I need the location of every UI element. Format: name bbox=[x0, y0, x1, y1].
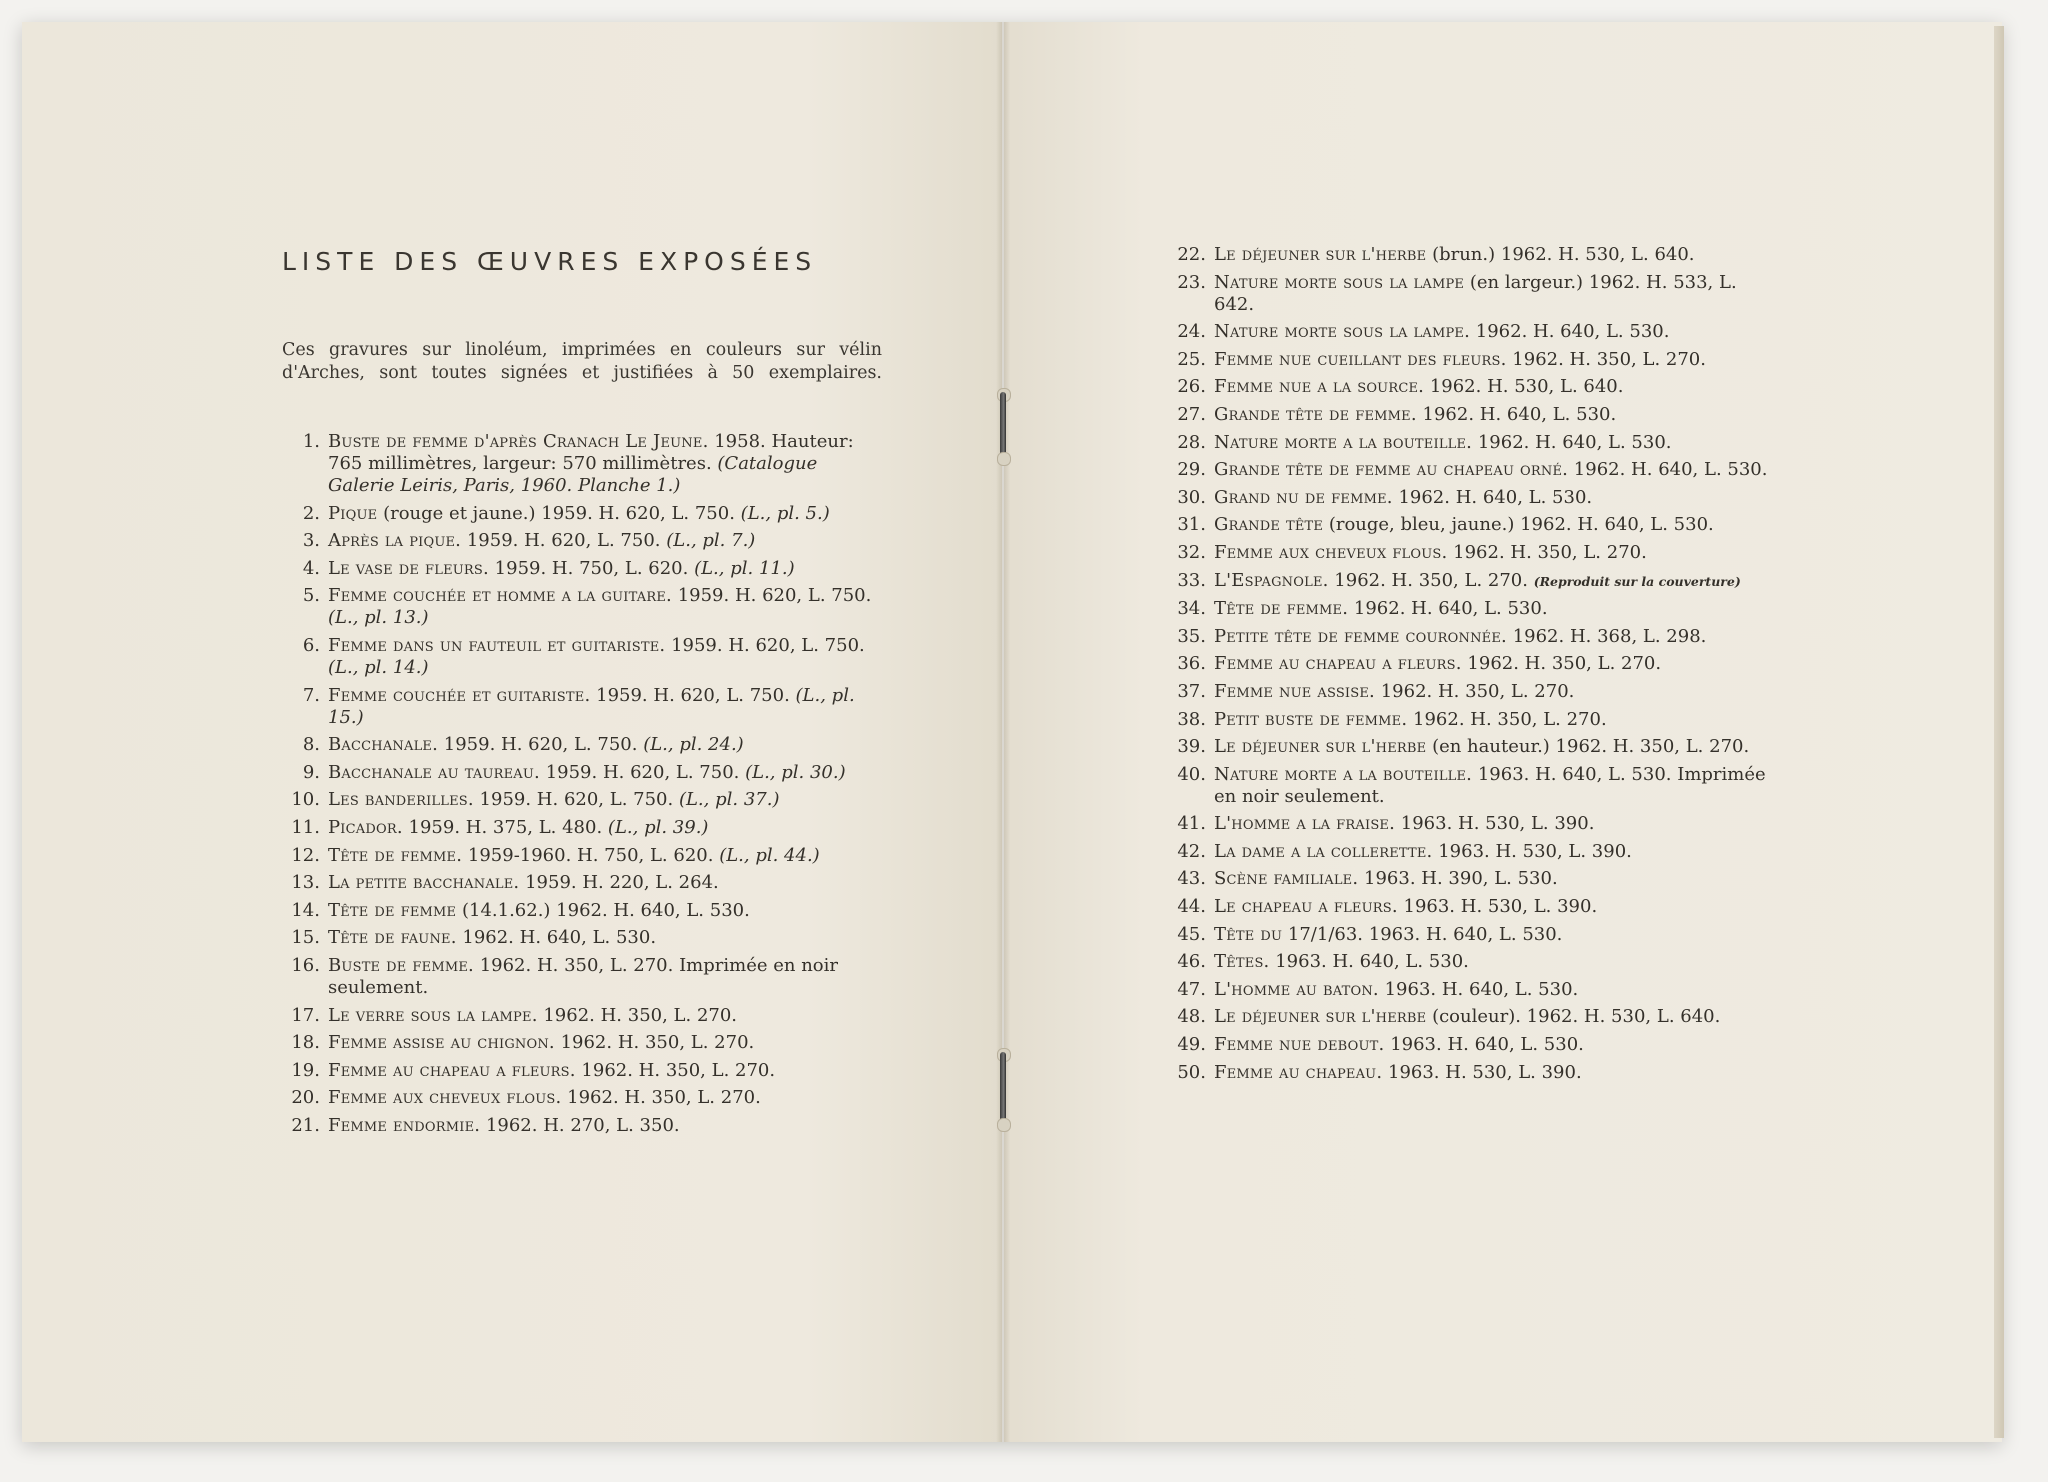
work-title: Tête de femme. bbox=[1214, 598, 1349, 620]
work-entry bbox=[278, 817, 882, 839]
work-title: Le chapeau a fleurs. bbox=[1214, 896, 1398, 918]
work-title: L'Espagnole. bbox=[1214, 569, 1329, 591]
entry-number: 38. bbox=[1177, 708, 1206, 730]
work-details: 1962. H. 350, L. 270. bbox=[560, 1032, 755, 1054]
work-entry bbox=[1164, 736, 1782, 758]
work-title: L'homme a la fraise. bbox=[1214, 813, 1396, 835]
work-details: 1962. H. 368, L. 298. bbox=[1512, 625, 1707, 647]
work-title: Buste de femme. bbox=[328, 954, 474, 976]
work-title: Femme aux cheveux flous. bbox=[328, 1087, 562, 1109]
catalogue-reference: (L., pl. 7.) bbox=[666, 530, 756, 552]
work-entry bbox=[1164, 951, 1782, 973]
work-entry bbox=[1164, 542, 1782, 564]
entry-text bbox=[1214, 487, 1782, 509]
work-entry bbox=[1164, 598, 1782, 620]
entry-number: 18. bbox=[291, 1032, 320, 1054]
entry-number: 40. bbox=[1177, 763, 1206, 785]
work-details: (en largeur.) 1962. H. 533, L. 642. bbox=[1214, 271, 1737, 315]
entry-text bbox=[1214, 653, 1782, 675]
entry-text bbox=[328, 734, 882, 756]
work-entry bbox=[1164, 896, 1782, 918]
entry-text bbox=[1214, 1006, 1782, 1028]
entry-number: 50. bbox=[1177, 1061, 1206, 1083]
entry-text bbox=[328, 635, 882, 679]
entry-text bbox=[1214, 979, 1782, 1001]
work-entry bbox=[1164, 1062, 1782, 1084]
work-details: 1959. H. 620, L. 750. bbox=[671, 634, 865, 656]
work-title: Bacchanale au taureau. bbox=[328, 761, 540, 783]
staple-bottom bbox=[1000, 1052, 1006, 1122]
work-entry bbox=[1164, 924, 1782, 946]
work-details: (brun.) 1962. H. 530, L. 640. bbox=[1432, 244, 1695, 265]
work-entry bbox=[1164, 653, 1782, 675]
work-details: 1959. H. 620, L. 750. bbox=[443, 734, 638, 756]
entry-text bbox=[328, 789, 882, 811]
work-entry bbox=[278, 503, 882, 525]
work-details: (14.1.62.) 1962. H. 640, L. 530. bbox=[461, 899, 750, 921]
entry-text bbox=[1214, 1034, 1782, 1056]
entry-number: 46. bbox=[1177, 951, 1206, 973]
work-title: Le verre sous la lampe. bbox=[328, 1004, 538, 1026]
catalogue-reference: (L., pl. 30.) bbox=[745, 761, 846, 783]
entry-text bbox=[1214, 598, 1782, 620]
work-title: Buste de femme d'après Cranach Le Jeune. bbox=[328, 431, 709, 452]
work-title: Scène familiale. bbox=[1214, 868, 1359, 890]
work-title: Nature morte a la bouteille. bbox=[1214, 431, 1473, 453]
work-details: 1962. H. 350, L. 270. bbox=[1453, 541, 1647, 563]
spine-gutter bbox=[996, 22, 1010, 1442]
entry-number: 5. bbox=[302, 585, 320, 607]
entry-text bbox=[1214, 841, 1782, 863]
entry-number: 32. bbox=[1177, 541, 1206, 563]
entry-text bbox=[1214, 376, 1782, 398]
work-title: Grande tête bbox=[1214, 514, 1324, 536]
work-title: Femme nue a la source. bbox=[1214, 376, 1425, 398]
entry-text bbox=[328, 431, 882, 497]
work-entry bbox=[1164, 432, 1782, 454]
entry-number: 31. bbox=[1177, 514, 1206, 536]
work-entry bbox=[1164, 764, 1782, 808]
catalogue-reference: (L., pl. 5.) bbox=[740, 502, 830, 524]
catalogue-reference: (Catalogue Galerie Leiris, Paris, 1960. Planche 1.) bbox=[328, 453, 818, 496]
catalogue-reference: (L., pl. 11.) bbox=[694, 557, 795, 579]
work-title: Nature morte sous la lampe. bbox=[1214, 321, 1471, 343]
work-entry bbox=[278, 1005, 882, 1027]
work-details: 1962. H. 350, L. 270. bbox=[543, 1004, 738, 1026]
work-details: 1962. H. 530, L. 640. bbox=[1429, 376, 1624, 398]
work-title: Têtes. bbox=[1214, 951, 1270, 973]
entry-text bbox=[1214, 1062, 1782, 1084]
work-title: Grande tête de femme. bbox=[1214, 403, 1417, 425]
works-list-right bbox=[1164, 244, 1782, 1089]
work-details: 1963. H. 640, L. 530. Imprimée en noir seulement. bbox=[1214, 763, 1766, 807]
work-entry bbox=[1164, 570, 1782, 593]
work-details: 1962. H. 350, L. 270. bbox=[567, 1087, 761, 1109]
work-title: Femme dans un fauteuil et guitariste. bbox=[328, 634, 666, 656]
entry-text bbox=[328, 1032, 882, 1054]
work-entry bbox=[278, 635, 882, 679]
work-details: 17/1/63. 1963. H. 640, L. 530. bbox=[1287, 923, 1563, 945]
catalogue-reference: (L., pl. 15.) bbox=[328, 684, 855, 728]
work-title: Nature morte sous la lampe bbox=[1214, 271, 1465, 293]
entry-number: 34. bbox=[1177, 598, 1206, 620]
work-title: Après la pique. bbox=[328, 530, 462, 552]
entry-text bbox=[328, 1005, 882, 1027]
entry-number: 6. bbox=[302, 634, 320, 656]
entry-text bbox=[1214, 736, 1782, 758]
work-title: Grande tête de femme au chapeau orné. bbox=[1214, 459, 1569, 481]
work-entry bbox=[278, 685, 882, 729]
entry-number: 29. bbox=[1177, 459, 1206, 481]
work-entry bbox=[1164, 244, 1782, 266]
entry-number: 15. bbox=[291, 927, 320, 949]
work-details: 1963. H. 640, L. 530. bbox=[1275, 951, 1469, 973]
work-entry bbox=[278, 789, 882, 811]
entry-text bbox=[328, 900, 882, 922]
catalogue-reference: (L., pl. 37.) bbox=[678, 789, 780, 811]
entry-text bbox=[1214, 272, 1782, 316]
staple-hole bbox=[997, 1118, 1011, 1132]
entry-number: 43. bbox=[1177, 868, 1206, 890]
entry-number: 30. bbox=[1177, 486, 1206, 508]
work-details: (couleur). 1962. H. 530, L. 640. bbox=[1432, 1006, 1721, 1028]
work-details: 1959. H. 620, L. 750. bbox=[596, 684, 790, 706]
entry-text bbox=[328, 1115, 882, 1137]
entry-text bbox=[1214, 868, 1782, 890]
entry-text bbox=[1214, 432, 1782, 454]
entry-text bbox=[328, 530, 882, 552]
work-details: 1959. H. 620, L. 750. bbox=[545, 761, 740, 783]
work-title: Grand nu de femme. bbox=[1214, 486, 1393, 508]
entry-text bbox=[328, 955, 882, 999]
entry-text bbox=[328, 1087, 882, 1109]
entry-text bbox=[1214, 681, 1782, 703]
entry-text bbox=[328, 845, 882, 867]
work-entry bbox=[1164, 514, 1782, 536]
entry-text bbox=[1214, 321, 1782, 343]
entry-text bbox=[328, 1060, 882, 1082]
entry-number: 21. bbox=[291, 1114, 320, 1136]
work-details: (rouge et jaune.) 1959. H. 620, L. 750. bbox=[383, 502, 735, 524]
work-entry bbox=[278, 762, 882, 784]
work-title: Femme nue cueillant des fleurs. bbox=[1214, 348, 1507, 370]
work-title: Femme nue debout. bbox=[1214, 1034, 1385, 1056]
entry-text bbox=[1214, 951, 1782, 973]
catalogue-reference: (L., pl. 39.) bbox=[607, 816, 709, 838]
entry-number: 22. bbox=[1177, 244, 1206, 265]
work-title: Femme au chapeau. bbox=[1214, 1061, 1383, 1083]
catalogue-reference: (L., pl. 44.) bbox=[719, 844, 820, 866]
cover-note: (Reproduit sur la couverture) bbox=[1533, 573, 1741, 589]
entry-text bbox=[328, 872, 882, 894]
entry-number: 33. bbox=[1177, 569, 1206, 591]
work-title: Pique bbox=[328, 502, 378, 524]
work-entry bbox=[278, 1060, 882, 1082]
entry-number: 24. bbox=[1177, 321, 1206, 343]
entry-number: 4. bbox=[302, 557, 320, 579]
work-details: 1962. H. 640, L. 530. bbox=[462, 927, 657, 949]
entry-number: 49. bbox=[1177, 1034, 1206, 1056]
work-details: 1962. H. 640, L. 530. bbox=[1422, 403, 1617, 425]
entry-text bbox=[328, 762, 882, 784]
entry-text bbox=[1214, 459, 1782, 481]
work-entry bbox=[1164, 813, 1782, 835]
left-page bbox=[22, 22, 1002, 1442]
work-entry bbox=[1164, 868, 1782, 890]
page-title: LISTE DES ŒUVRES EXPOSÉES bbox=[282, 247, 818, 276]
work-title: Femme assise au chignon. bbox=[328, 1032, 555, 1054]
entry-text bbox=[1214, 924, 1782, 946]
work-title: Picador. bbox=[328, 816, 403, 838]
catalogue-reference: (L., pl. 24.) bbox=[643, 734, 744, 756]
work-details: 1959. H. 375, L. 480. bbox=[408, 816, 603, 838]
entry-number: 42. bbox=[1177, 840, 1206, 862]
entry-number: 9. bbox=[302, 761, 320, 783]
work-entry bbox=[278, 1087, 882, 1109]
entry-text bbox=[1214, 244, 1782, 266]
entry-text bbox=[328, 685, 882, 729]
work-title: Petite tête de femme couronnée. bbox=[1214, 625, 1507, 647]
work-entry bbox=[278, 1115, 882, 1137]
entry-text bbox=[1214, 764, 1782, 808]
entry-text bbox=[328, 585, 882, 629]
open-booklet bbox=[22, 22, 2002, 1442]
entry-number: 26. bbox=[1177, 376, 1206, 398]
work-title: Femme couchée et guitariste. bbox=[328, 684, 591, 706]
work-details: 1962. H. 350, L. 270. bbox=[1467, 653, 1662, 675]
work-details: 1962. H. 640, L. 530. bbox=[1477, 431, 1672, 453]
work-details: 1962. H. 350, L. 270. bbox=[581, 1059, 776, 1081]
work-title: Femme endormie. bbox=[328, 1114, 481, 1136]
entry-number: 10. bbox=[291, 789, 320, 811]
work-entry bbox=[1164, 626, 1782, 648]
work-title: Les banderilles. bbox=[328, 789, 474, 811]
work-details: 1959. H. 220, L. 264. bbox=[525, 872, 719, 894]
entry-text bbox=[328, 558, 882, 580]
work-entry bbox=[1164, 979, 1782, 1001]
work-title: Le déjeuner sur l'herbe bbox=[1214, 736, 1427, 758]
work-details: 1962. H. 350, L. 270. bbox=[1512, 348, 1706, 370]
entry-number: 48. bbox=[1177, 1006, 1206, 1028]
work-entry bbox=[278, 1032, 882, 1054]
entry-text bbox=[328, 503, 882, 525]
work-entry bbox=[1164, 709, 1782, 731]
work-title: La petite bacchanale. bbox=[328, 872, 520, 894]
work-entry bbox=[278, 530, 882, 552]
entry-number: 8. bbox=[302, 734, 320, 756]
entry-text bbox=[1214, 813, 1782, 835]
catalogue-reference: (L., pl. 13.) bbox=[328, 607, 429, 629]
work-title: Tête de femme bbox=[328, 899, 457, 921]
work-details: 1959. H. 620, L. 750. bbox=[466, 530, 661, 552]
work-entry bbox=[278, 900, 882, 922]
work-title: L'homme au baton. bbox=[1214, 978, 1379, 1000]
work-title: Le vase de fleurs. bbox=[328, 557, 489, 579]
work-title: Nature morte a la bouteille. bbox=[1214, 763, 1473, 785]
work-title: Le déjeuner sur l'herbe bbox=[1214, 1006, 1427, 1028]
work-title: Tête de femme. bbox=[328, 844, 463, 866]
work-entry bbox=[278, 845, 882, 867]
work-title: Femme au chapeau a fleurs. bbox=[328, 1059, 576, 1081]
entry-text bbox=[328, 927, 882, 949]
work-entry bbox=[1164, 1006, 1782, 1028]
work-details: (en hauteur.) 1962. H. 350, L. 270. bbox=[1432, 736, 1750, 758]
work-details: 1963. H. 530, L. 390. bbox=[1388, 1061, 1582, 1083]
work-details: 1963. H. 640, L. 530. bbox=[1384, 978, 1579, 1000]
work-entry bbox=[1164, 487, 1782, 509]
work-entry bbox=[1164, 841, 1782, 863]
work-title: Tête de faune. bbox=[328, 927, 457, 949]
entry-number: 12. bbox=[291, 844, 320, 866]
work-entry bbox=[278, 431, 882, 497]
entry-number: 3. bbox=[302, 530, 320, 552]
staple-hole bbox=[997, 452, 1011, 466]
intro-paragraph: Ces gravures sur linoléum, imprimées en couleurs sur vélin d'Arches, sont toutes signées et justifiées à 50 exemplaires. bbox=[282, 340, 882, 383]
work-details: 1962. H. 350, L. 270. bbox=[1380, 680, 1575, 702]
work-entry bbox=[1164, 681, 1782, 703]
work-details: 1963. H. 530, L. 390. bbox=[1400, 813, 1595, 835]
entry-number: 41. bbox=[1177, 813, 1206, 835]
work-details: 1963. H. 390, L. 530. bbox=[1364, 868, 1558, 890]
work-details: 1963. H. 640, L. 530. bbox=[1390, 1034, 1584, 1056]
work-details: 1962. H. 350, L. 270. bbox=[1334, 569, 1528, 591]
entry-text bbox=[1214, 896, 1782, 918]
entry-text bbox=[1214, 514, 1782, 536]
work-entry bbox=[278, 734, 882, 756]
work-title: Femme nue assise. bbox=[1214, 680, 1375, 702]
catalogue-reference: (L., pl. 14.) bbox=[328, 656, 429, 678]
work-title: Femme au chapeau a fleurs. bbox=[1214, 653, 1462, 675]
work-details: 1962. H. 640, L. 530. bbox=[1573, 459, 1768, 481]
entry-text bbox=[328, 817, 882, 839]
entry-number: 19. bbox=[291, 1059, 320, 1081]
work-details: 1962. H. 350, L. 270. bbox=[1413, 708, 1607, 730]
entry-number: 36. bbox=[1177, 653, 1206, 675]
work-title: Bacchanale. bbox=[328, 734, 439, 756]
work-title: Le déjeuner sur l'herbe bbox=[1214, 244, 1427, 265]
work-title: Petit buste de femme. bbox=[1214, 708, 1408, 730]
work-entry bbox=[278, 558, 882, 580]
work-details: 1959-1960. H. 750, L. 620. bbox=[467, 844, 714, 866]
work-entry bbox=[1164, 1034, 1782, 1056]
work-details: 1962. H. 350, L. 270. Imprimée en noir seulement. bbox=[328, 954, 838, 998]
entry-number: 20. bbox=[291, 1087, 320, 1109]
entry-number: 45. bbox=[1177, 923, 1206, 945]
work-title: Femme couchée et homme a la guitare. bbox=[328, 585, 672, 607]
work-details: 1958. Hauteur: 765 millimètres, largeur: 570 millimètres. bbox=[328, 431, 854, 474]
entry-text bbox=[1214, 349, 1782, 371]
work-entry bbox=[278, 955, 882, 999]
entry-number: 23. bbox=[1177, 271, 1206, 293]
entry-number: 7. bbox=[302, 684, 320, 706]
entry-text bbox=[1214, 542, 1782, 564]
entry-number: 14. bbox=[291, 899, 320, 921]
entry-number: 25. bbox=[1177, 348, 1206, 370]
work-details: (rouge, bleu, jaune.) 1962. H. 640, L. 530. bbox=[1328, 514, 1714, 536]
work-details: 1962. H. 640, L. 530. bbox=[1475, 321, 1670, 343]
work-details: 1959. H. 620, L. 750. bbox=[677, 585, 872, 607]
work-title: Tête du bbox=[1214, 923, 1283, 945]
entry-number: 1. bbox=[302, 431, 320, 452]
entry-number: 44. bbox=[1177, 896, 1206, 918]
entry-number: 35. bbox=[1177, 625, 1206, 647]
entry-number: 39. bbox=[1177, 736, 1206, 758]
entry-number: 16. bbox=[291, 954, 320, 976]
entry-text bbox=[1214, 709, 1782, 731]
work-entry bbox=[1164, 459, 1782, 481]
work-entry bbox=[1164, 404, 1782, 426]
work-entry bbox=[1164, 349, 1782, 371]
page-edge bbox=[1994, 26, 2004, 1438]
entry-number: 47. bbox=[1177, 978, 1206, 1000]
entry-text bbox=[1214, 570, 1782, 593]
entry-number: 11. bbox=[291, 816, 320, 838]
works-list-left bbox=[278, 431, 882, 1142]
entry-number: 27. bbox=[1177, 403, 1206, 425]
entry-text bbox=[1214, 404, 1782, 426]
entry-number: 13. bbox=[291, 872, 320, 894]
entry-number: 37. bbox=[1177, 680, 1206, 702]
work-entry bbox=[1164, 376, 1782, 398]
work-entry bbox=[278, 927, 882, 949]
work-details: 1959. H. 620, L. 750. bbox=[479, 789, 674, 811]
work-entry bbox=[1164, 272, 1782, 316]
work-title: Femme aux cheveux flous. bbox=[1214, 541, 1448, 563]
work-details: 1963. H. 530, L. 390. bbox=[1438, 840, 1632, 862]
work-details: 1962. H. 270, L. 350. bbox=[485, 1114, 680, 1136]
work-entry bbox=[278, 872, 882, 894]
work-title: La dame a la collerette. bbox=[1214, 840, 1433, 862]
work-details: 1962. H. 640, L. 530. bbox=[1398, 486, 1593, 508]
entry-text bbox=[1214, 626, 1782, 648]
work-entry bbox=[1164, 321, 1782, 343]
work-entry bbox=[278, 585, 882, 629]
entry-number: 28. bbox=[1177, 431, 1206, 453]
entry-number: 17. bbox=[291, 1004, 320, 1026]
work-details: 1959. H. 750, L. 620. bbox=[494, 557, 689, 579]
entry-number: 2. bbox=[302, 502, 320, 524]
work-details: 1963. H. 530, L. 390. bbox=[1403, 896, 1598, 918]
right-page bbox=[1004, 22, 2002, 1442]
work-details: 1962. H. 640, L. 530. bbox=[1353, 598, 1548, 620]
